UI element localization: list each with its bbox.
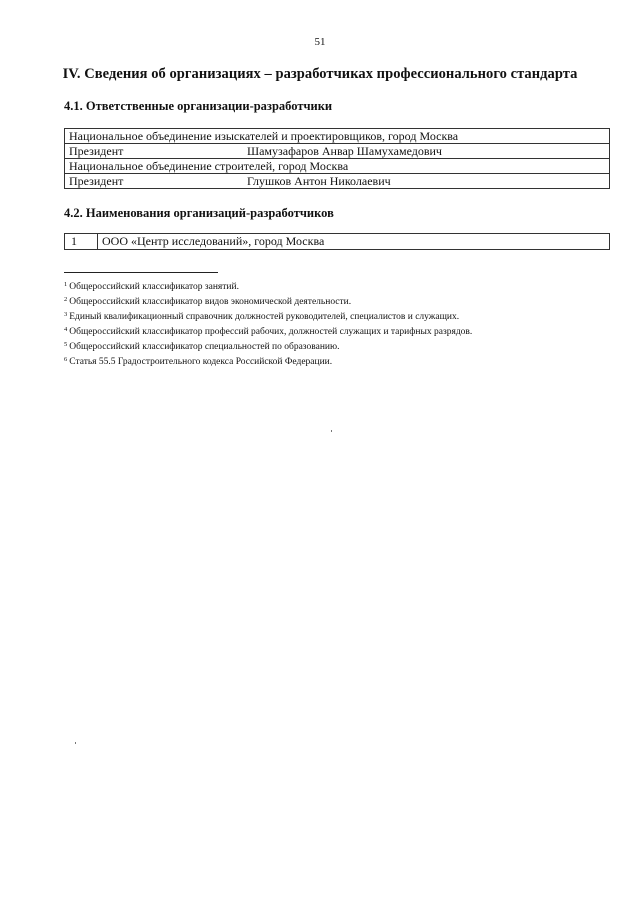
footnote-item: [64, 324, 604, 339]
footnote-item: [64, 279, 604, 294]
section-title: IV. Сведения об организациях – разработчиках профессионального стандарта: [62, 66, 578, 82]
role-cell: Президент: [65, 174, 244, 189]
responsible-orgs-table: [64, 128, 610, 189]
page-number: 51: [314, 36, 326, 48]
table-row: [65, 144, 610, 159]
scan-speck: [331, 430, 332, 432]
subsection-title-developer-orgs: 4.2. Наименования организаций-разработчиков: [64, 206, 334, 220]
footnote-number: 6: [64, 355, 68, 363]
footnote-text: Общероссийский классификатор занятий.: [69, 282, 239, 292]
footnote-number: 1: [64, 281, 68, 288]
subsection-title-responsible-orgs: 4.1. Ответственные организации-разработчики: [64, 99, 333, 113]
footnote-number: 3: [64, 310, 68, 318]
person-cell: Глушков Антон Николаевич: [243, 174, 610, 189]
footnote-number: 4: [64, 325, 68, 333]
footnote-item: [64, 339, 604, 354]
footnote-text: Общероссийский классификатор профессий рабочих, должностей служащих и тарифных разрядов.: [69, 326, 473, 337]
row-number-cell: 1: [65, 234, 98, 250]
scan-speck: [75, 742, 76, 744]
org-name-cell: Национальное объединение изыскателей и проектировщиков, город Москва: [65, 129, 610, 144]
footnote-text: Общероссийский классификатор видов экономической деятельности.: [69, 296, 352, 307]
footnotes: [64, 279, 604, 368]
footnote-number: 2: [64, 295, 68, 303]
table-row: [65, 234, 610, 250]
developer-name-cell: ООО «Центр исследований», город Москва: [98, 234, 610, 250]
role-cell: Президент: [65, 144, 244, 159]
table-row: [65, 129, 610, 144]
table-row: [65, 174, 610, 189]
footnote-item: [64, 354, 604, 369]
footnote-item: [64, 294, 604, 309]
footnote-item: [64, 309, 604, 324]
developer-orgs-table: [64, 233, 610, 250]
footnote-text: Статья 55.5 Градостроительного кодекса Российской Федерации.: [69, 356, 333, 367]
footnote-number: 5: [64, 340, 68, 348]
person-cell: Шамузафаров Анвар Шамухамедович: [243, 144, 610, 159]
table-row: [65, 159, 610, 174]
footnote-text: Единый квалификационный справочник должностей руководителей, специалистов и служащих.: [69, 311, 460, 322]
org-name-cell: Национальное объединение строителей, город Москва: [65, 159, 610, 174]
footnote-separator: [64, 272, 218, 273]
footnote-text: Общероссийский классификатор специальностей по образованию.: [69, 341, 340, 352]
